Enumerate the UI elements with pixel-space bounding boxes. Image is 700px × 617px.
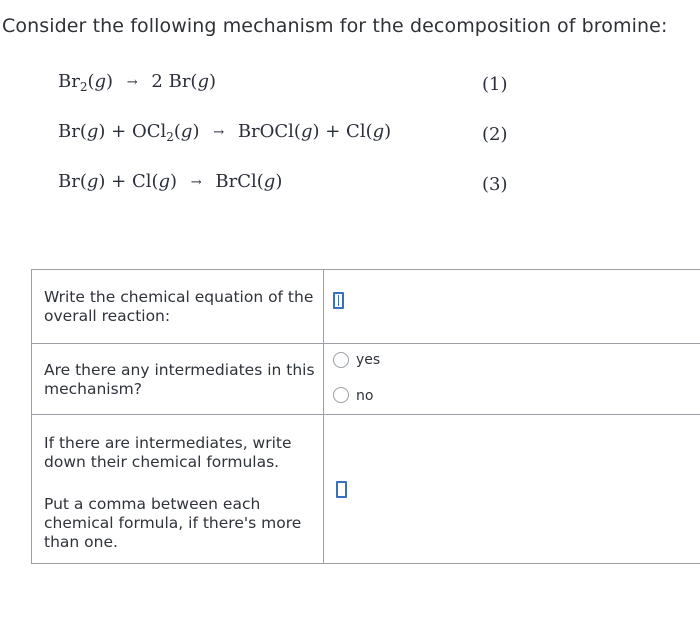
equation-2-number: (2) xyxy=(482,124,508,145)
no-radio[interactable] xyxy=(333,387,349,403)
yes-label: yes xyxy=(356,352,381,368)
question-table xyxy=(31,269,700,564)
row-overall-reaction xyxy=(32,270,700,344)
intermediates-prompt: Are there any intermediates in this mechanism? xyxy=(44,361,315,398)
equation-3-number: (3) xyxy=(482,174,508,195)
row-intermediates xyxy=(32,344,700,415)
reaction-arrow-icon: → xyxy=(213,125,225,140)
no-label: no xyxy=(356,388,374,404)
overall-reaction-prompt: Write the chemical equation of the overall reaction: xyxy=(44,288,314,325)
row-intermediate-formulas xyxy=(32,415,700,565)
equation-1: $Br_2(g) \to 2$ Br(g) xyxy=(58,71,217,94)
formulas-prompt: If there are intermediates, write down their chemical formulas. xyxy=(44,434,292,471)
overall-reaction-input[interactable] xyxy=(333,292,344,309)
formulas-instruction: Put a comma between each chemical formula, if there's more than one. xyxy=(44,495,302,551)
equation-1-number: (1) xyxy=(482,74,508,95)
reaction-arrow-icon: → xyxy=(190,175,202,190)
equation-3: Br(g) + Cl(g) → BrCl(g) xyxy=(58,171,283,192)
problem-intro: Consider the following mechanism for the decomposition of bromine: xyxy=(2,15,668,37)
equation-2: Br(g) + OCl$_2$(g) → BrOCl(g) + Cl(g) xyxy=(58,121,392,144)
yes-radio[interactable] xyxy=(333,352,349,368)
intermediate-formulas-input[interactable] xyxy=(336,481,347,498)
reaction-arrow-icon: → xyxy=(126,75,138,90)
